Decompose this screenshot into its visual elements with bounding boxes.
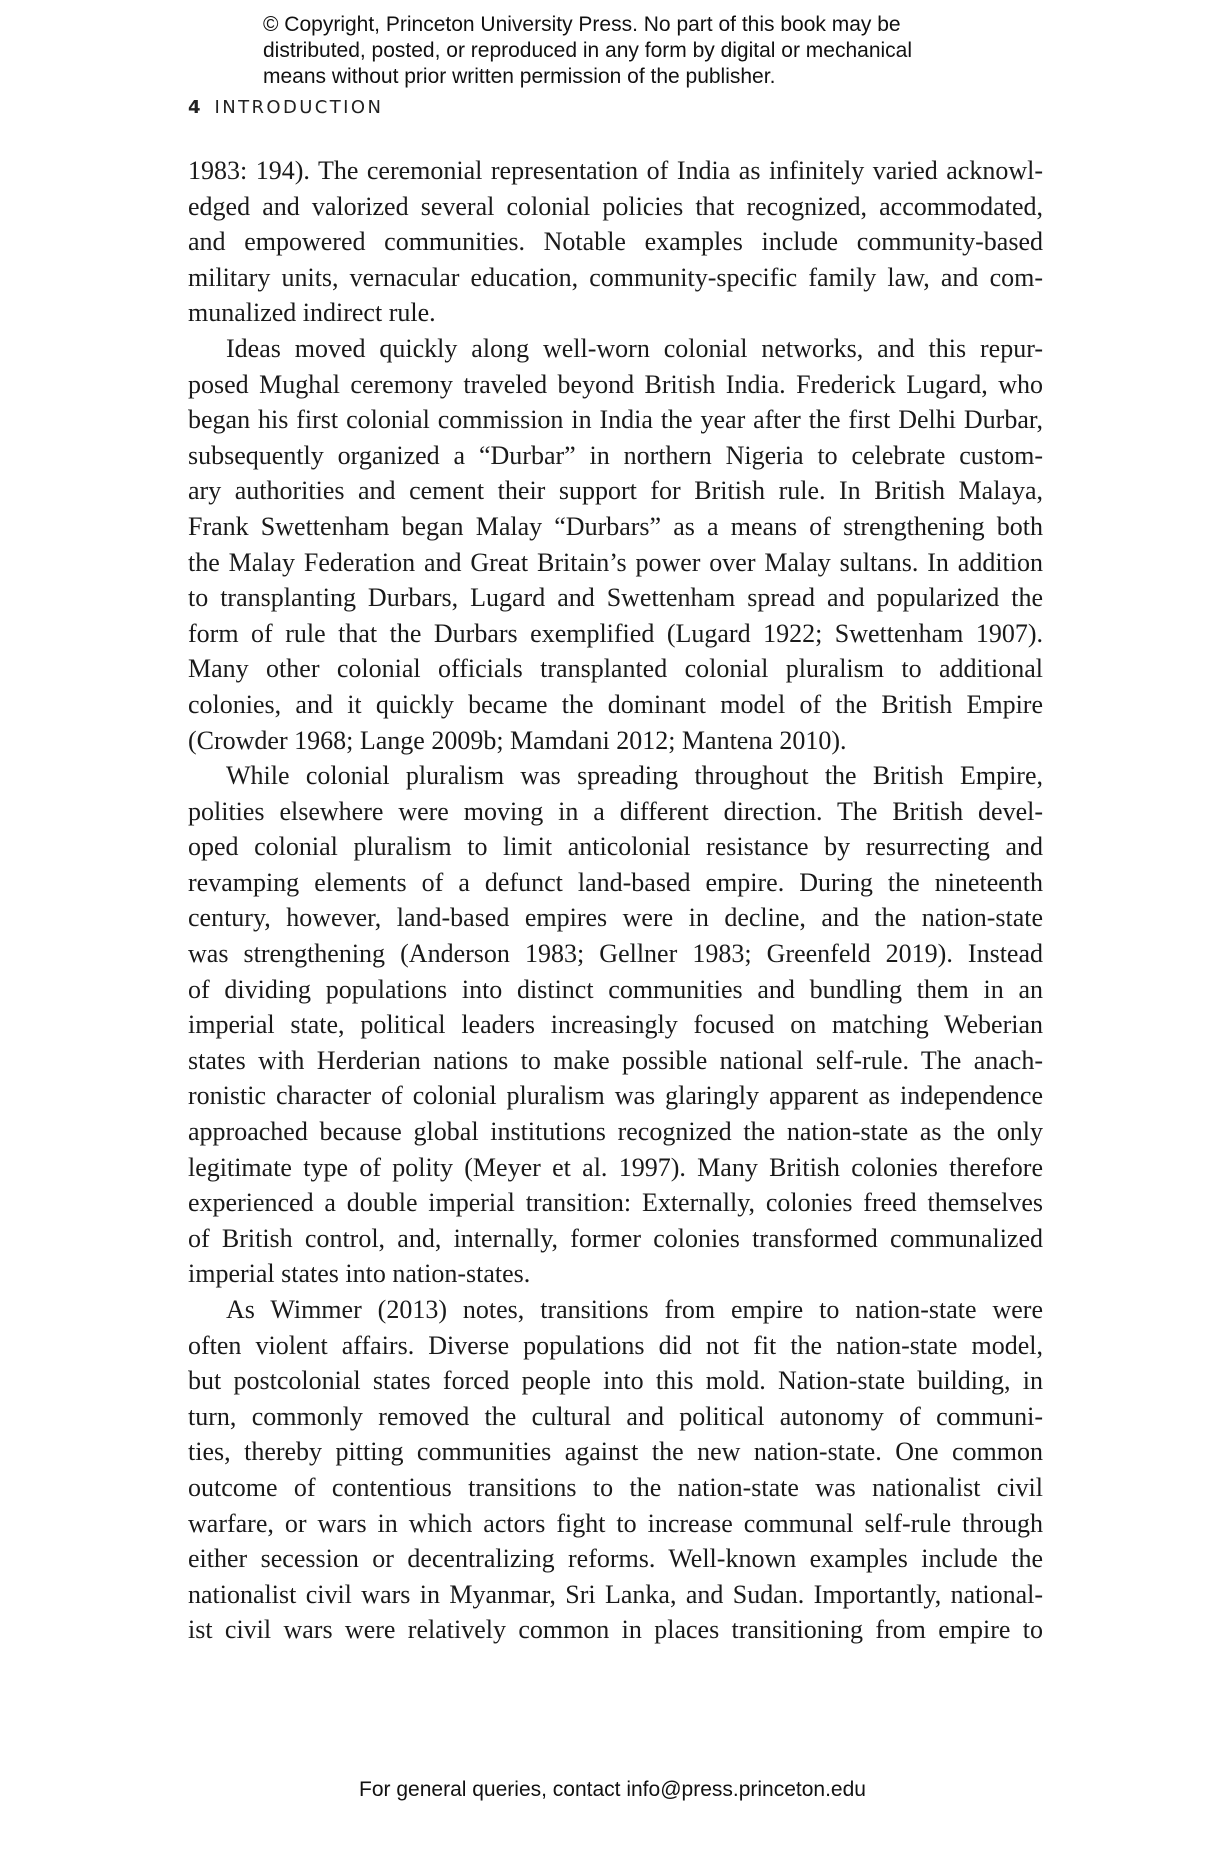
text-line: ist civil wars were relatively common in places transitioning from empire to (188, 1615, 1043, 1645)
text-line: polities elsewhere were moving in a different direction. The British devel- (188, 796, 1043, 826)
text-line: approached because global institutions recognized the nation-state as the only (188, 1117, 1043, 1147)
text-line: Frank Swettenham began Malay “Durbars” as a means of strengthening both (188, 511, 1043, 541)
text-line: revamping elements of a defunct land-based empire. During the nineteenth (188, 867, 1043, 897)
text-line: often violent affairs. Diverse populations did not fit the nation-state model, (188, 1330, 1043, 1360)
text-line: imperial state, political leaders increasingly focused on matching Weberian (188, 1010, 1043, 1040)
text-line: turn, commonly removed the cultural and political autonomy of communi- (188, 1401, 1043, 1431)
text-line: was strengthening (Anderson 1983; Gellner 1983; Greenfeld 2019). Instead (188, 939, 1043, 969)
body-text (188, 153, 1043, 1648)
footer-contact: For general queries, contact info@press.princeton.edu (359, 1778, 866, 1801)
text-line: states with Herderian nations to make possible national self-rule. The anach- (188, 1045, 1043, 1075)
text-line: began his first colonial commission in India the year after the first Delhi Durbar, (188, 405, 1043, 435)
text-line: of British control, and, internally, former colonies transformed communalized (188, 1223, 1043, 1253)
text-line: colonies, and it quickly became the dominant model of the British Empire (188, 689, 1043, 719)
text-line: and empowered communities. Notable examples include community-based (188, 227, 1043, 257)
section-title: INTRODUCTION (214, 97, 384, 118)
text-line: ties, thereby pitting communities against the new nation-state. One common (188, 1437, 1043, 1467)
text-line: form of rule that the Durbars exemplified (Lugard 1922; Swettenham 1907). (188, 618, 1043, 648)
text-line: (Crowder 1968; Lange 2009b; Mamdani 2012; Mantena 2010). (188, 725, 847, 755)
text-line: 1983: 194). The ceremonial representation of India as infinitely varied acknowl- (188, 156, 1043, 185)
running-head (188, 97, 383, 118)
text-line: warfare, or wars in which actors fight to increase communal self-rule through (188, 1508, 1043, 1538)
text-line: Ideas moved quickly along well-worn colonial networks, and this repur- (226, 333, 1043, 363)
text-line: military units, vernacular education, community-specific family law, and com- (188, 262, 1043, 292)
text-line: posed Mughal ceremony traveled beyond British India. Frederick Lugard, who (188, 369, 1043, 399)
text-line: Many other colonial officials transplanted colonial pluralism to additional (188, 654, 1043, 684)
text-line: of dividing populations into distinct communities and bundling them in an (188, 974, 1043, 1004)
text-line: imperial states into nation-states. (188, 1259, 531, 1289)
text-line: ronistic character of colonial pluralism was glaringly apparent as independence (188, 1081, 1043, 1111)
text-line: either secession or decentralizing reforms. Well-known examples include the (188, 1544, 1043, 1574)
text-line: While colonial pluralism was spreading throughout the British Empire, (226, 761, 1043, 791)
text-line: munalized indirect rule. (188, 298, 436, 328)
text-line: but postcolonial states forced people into this mold. Nation-state building, in (188, 1366, 1043, 1396)
copyright-line: © Copyright, Princeton University Press. No part of this book may be (263, 13, 901, 36)
text-line: oped colonial pluralism to limit anticolonial resistance by resurrecting and (188, 832, 1043, 862)
text-line: nationalist civil wars in Myanmar, Sri Lanka, and Sudan. Importantly, national- (188, 1579, 1043, 1609)
text-line: edged and valorized several colonial policies that recognized, accommodated, (188, 191, 1043, 221)
text-line: ary authorities and cement their support for British rule. In British Malaya, (188, 476, 1043, 506)
copyright-notice (263, 12, 1023, 90)
text-line: to transplanting Durbars, Lugard and Swettenham spread and popularized the (188, 583, 1043, 613)
page-number: 4 (188, 97, 201, 118)
text-line: experienced a double imperial transition: Externally, colonies freed themselves (188, 1188, 1043, 1218)
text-line: legitimate type of polity (Meyer et al. 1997). Many British colonies therefore (188, 1152, 1043, 1182)
text-line: As Wimmer (2013) notes, transitions from empire to nation-state were (226, 1295, 1043, 1324)
text-line: the Malay Federation and Great Britain’s power over Malay sultans. In addition (188, 547, 1043, 577)
text-line: subsequently organized a “Durbar” in northern Nigeria to celebrate custom- (188, 440, 1043, 470)
copyright-line: distributed, posted, or reproduced in any form by digital or mechanical (263, 39, 913, 62)
text-line: outcome of contentious transitions to the nation-state was nationalist civil (188, 1472, 1043, 1502)
copyright-line: means without prior written permission of the publisher. (263, 65, 776, 88)
text-line: century, however, land-based empires were in decline, and the nation-state (188, 903, 1043, 933)
